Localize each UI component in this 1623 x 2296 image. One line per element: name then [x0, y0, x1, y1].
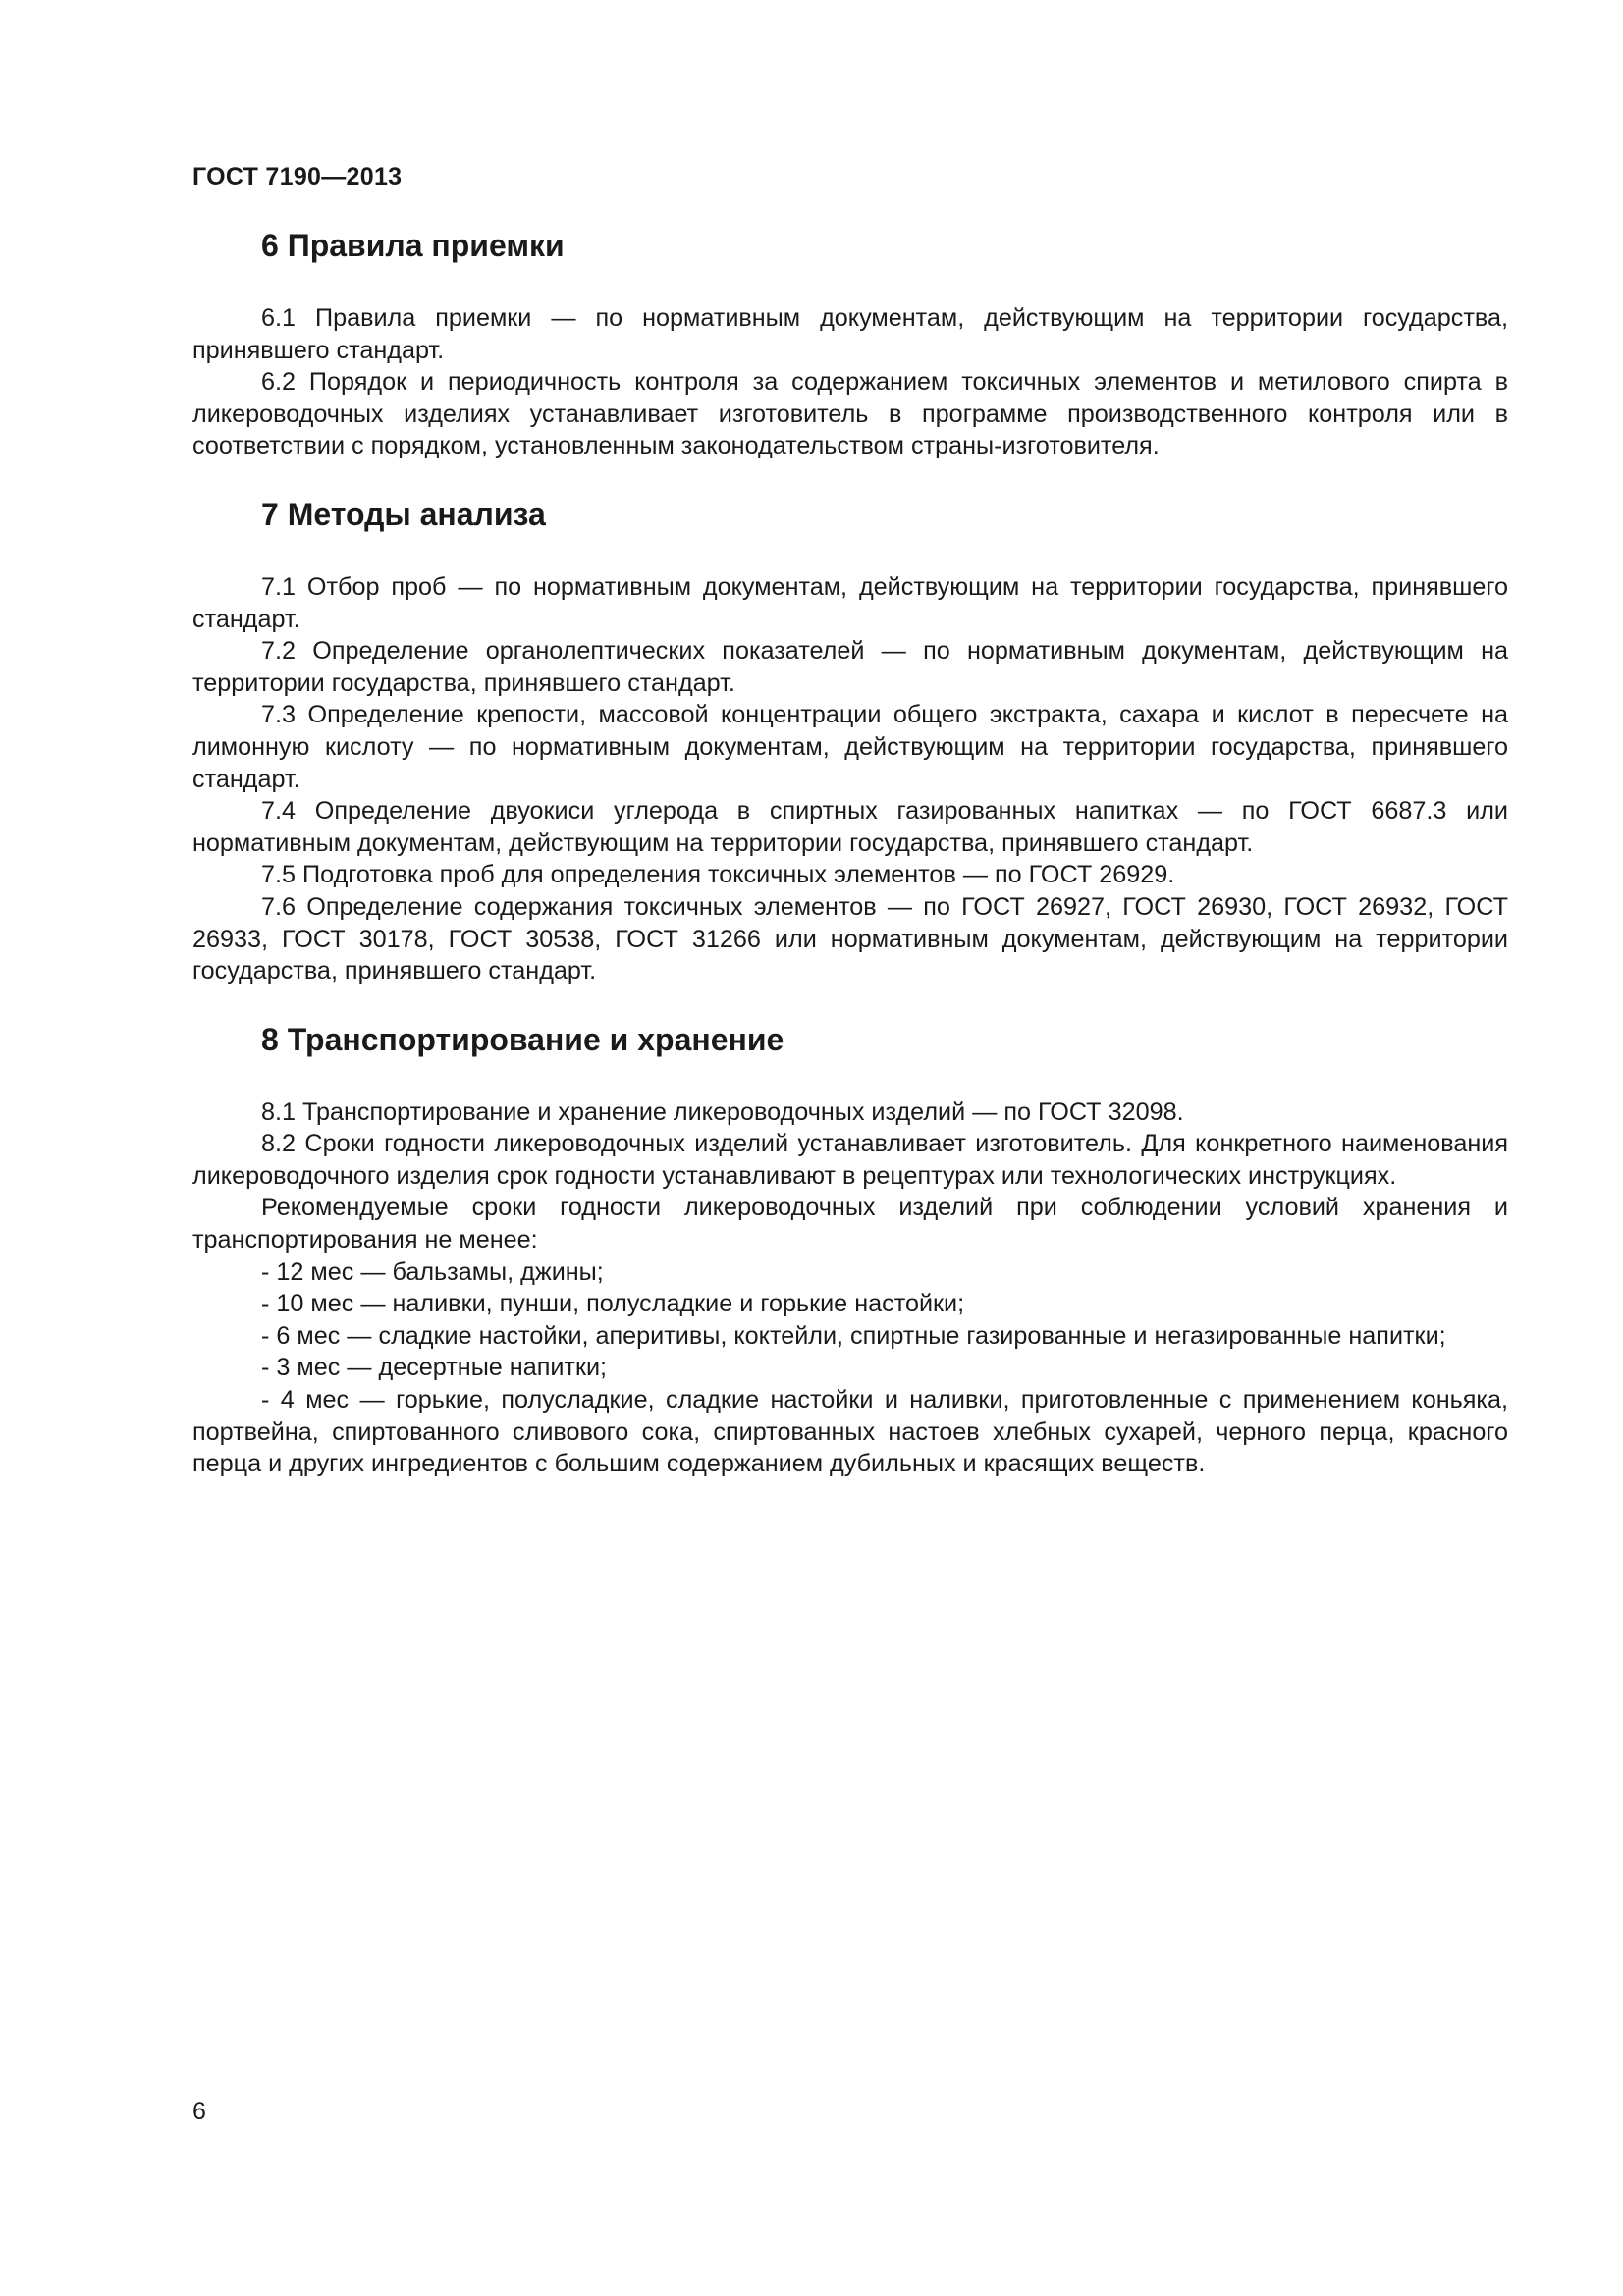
paragraph: 7.6 Определение содержания токсичных элементов — по ГОСТ 26927, ГОСТ 26930, ГОСТ 26932, ГОСТ 26933, ГОСТ 30178, ГОСТ 30538, ГОСТ 31266 или нормативным документам, действующим на территории государства, принявшего стандарт. [192, 892, 1508, 986]
document-header: ГОСТ 7190—2013 [192, 163, 403, 190]
list-item: - 10 мес — наливки, пунши, полусладкие и горькие настойки; [261, 1290, 965, 1318]
paragraph: 8.2 Сроки годности ликероводочных изделий устанавливает изготовитель. Для конкретного наименования ликероводочного изделия срок годности устанавливают в рецептурах или технологических инструкциях. [192, 1130, 1508, 1190]
list-item: - 12 мес — бальзамы, джины; [261, 1257, 604, 1286]
paragraph: 7.5 Подготовка проб для определения токсичных элементов — по ГОСТ 26929. [261, 861, 1175, 889]
paragraph: 7.4 Определение двуокиси углерода в спиртных газированных напитках — по ГОСТ 6687.3 или нормативным документам, действующим на территории государства, принявшего стандарт. [192, 797, 1508, 857]
list-item: - 4 мес — горькие, полусладкие, сладкие настойки и наливки, приготовленные с применением коньяка, портвейна, спиртованного сливового сока, спиртованных настоев хлебных сухарей, черного перца, красного перца и других ингредиентов с большим содержанием дубильных и красящих веществ. [192, 1386, 1508, 1478]
document-body [192, 226, 1508, 1513]
section-analysis-methods [192, 495, 1508, 988]
section-title: 8 Транспортирование и хранение [261, 1021, 784, 1057]
paragraph: 7.2 Определение органолептических показателей — по нормативным документам, действующим на территории государства, принявшего стандарт. [192, 637, 1508, 697]
paragraph: Рекомендуемые сроки годности ликероводочных изделий при соблюдении условий хранения и транспортирования не менее: [192, 1194, 1508, 1255]
paragraph: 7.1 Отбор проб — по нормативным документам, действующим на территории государства, принявшего стандарт. [192, 572, 1508, 633]
list-item: - 6 мес — сладкие настойки, аперитивы, коктейли, спиртные газированные и негазированные напитки; [261, 1321, 1446, 1350]
paragraph: 7.3 Определение крепости, массовой концентрации общего экстракта, сахара и кислот в пересчете на лимонную кислоту — по нормативным документам, действующим на территории государства, принявшего стандарт. [192, 701, 1508, 793]
section-title: 6 Правила приемки [261, 228, 565, 263]
paragraph: 8.1 Транспортирование и хранение ликероводочных изделий — по ГОСТ 32098. [261, 1097, 1184, 1126]
paragraph: 6.2 Порядок и периодичность контроля за содержанием токсичных элементов и метилового спирта в ликероводочных изделиях устанавливает изготовитель в программе производственного контроля или в соответствии с порядком, установленным законодательством страны-изготовителя. [192, 368, 1508, 460]
page-number: 6 [192, 2098, 206, 2125]
list-item: - 3 мес — десертные напитки; [261, 1354, 608, 1382]
section-title: 7 Методы анализа [261, 496, 546, 532]
paragraph: 6.1 Правила приемки — по нормативным документам, действующим на территории государства, принявшего стандарт. [192, 304, 1508, 364]
section-transport-storage [192, 1020, 1508, 1480]
section-acceptance-rules [192, 226, 1508, 462]
